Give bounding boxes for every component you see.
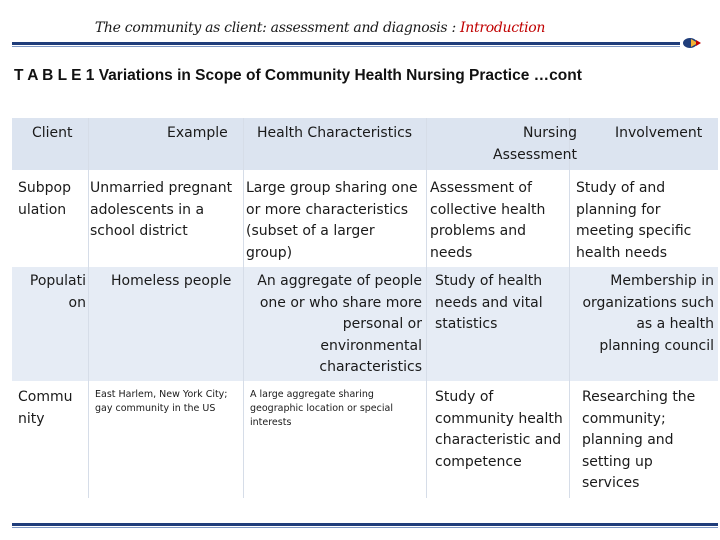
column-divider — [569, 118, 570, 498]
column-header-involvement: Involvement — [615, 125, 703, 141]
table-title: T A B L E 1 Variations in Scope of Community Health Nursing Practice …cont — [14, 67, 582, 84]
row3-example: East Harlem, New York City; gay community in the US — [95, 389, 228, 414]
header-rule-thin — [12, 46, 680, 47]
row2-health: An aggregate of people one or who share more personal or environmental characteristics — [257, 273, 422, 376]
footer-rule-thin — [12, 527, 718, 528]
header-title-main: The community as client: assessment and diagnosis : — [94, 20, 456, 36]
column-header-health: Health Characteristics — [257, 125, 413, 141]
row2-involvement: Membership in organizations such as a health planning council — [582, 273, 714, 354]
column-divider — [88, 118, 89, 498]
header-rule — [12, 42, 680, 45]
row3-client: Commu nity — [18, 389, 73, 427]
column-header-nursing: Nursing Assessment — [493, 125, 577, 163]
column-divider — [243, 118, 244, 498]
scope-table — [12, 118, 718, 498]
row1-involvement: Study of and planning for meeting specific health needs — [576, 180, 692, 261]
row2-nursing: Study of health needs and vital statistics — [435, 273, 543, 333]
row1-client: Subpop ulation — [18, 180, 71, 218]
row2-client: Populati on — [29, 273, 86, 311]
row1-example: Unmarried pregnant adolescents in a school district — [90, 180, 233, 240]
row2-example: Homeless people — [111, 273, 232, 289]
row3-health: A large aggregate sharing geographic location or special interests — [250, 389, 393, 428]
row1-nursing: Assessment of collective health problems and needs — [430, 180, 546, 261]
header-title-emphasis: Introduction — [460, 20, 546, 36]
slide-header-title — [0, 20, 640, 36]
row1-health: Large group sharing one or more characteristics (subset of a larger group) — [246, 180, 418, 261]
column-divider — [426, 118, 427, 498]
row3-nursing: Study of community health characteristic and competence — [435, 389, 563, 470]
column-header-example: Example — [167, 125, 228, 141]
bullet-arrow-icon — [682, 37, 702, 49]
column-header-client: Client — [32, 125, 73, 141]
footer-rule — [12, 523, 718, 526]
row3-involvement: Researching the community; planning and setting up services — [582, 389, 696, 492]
